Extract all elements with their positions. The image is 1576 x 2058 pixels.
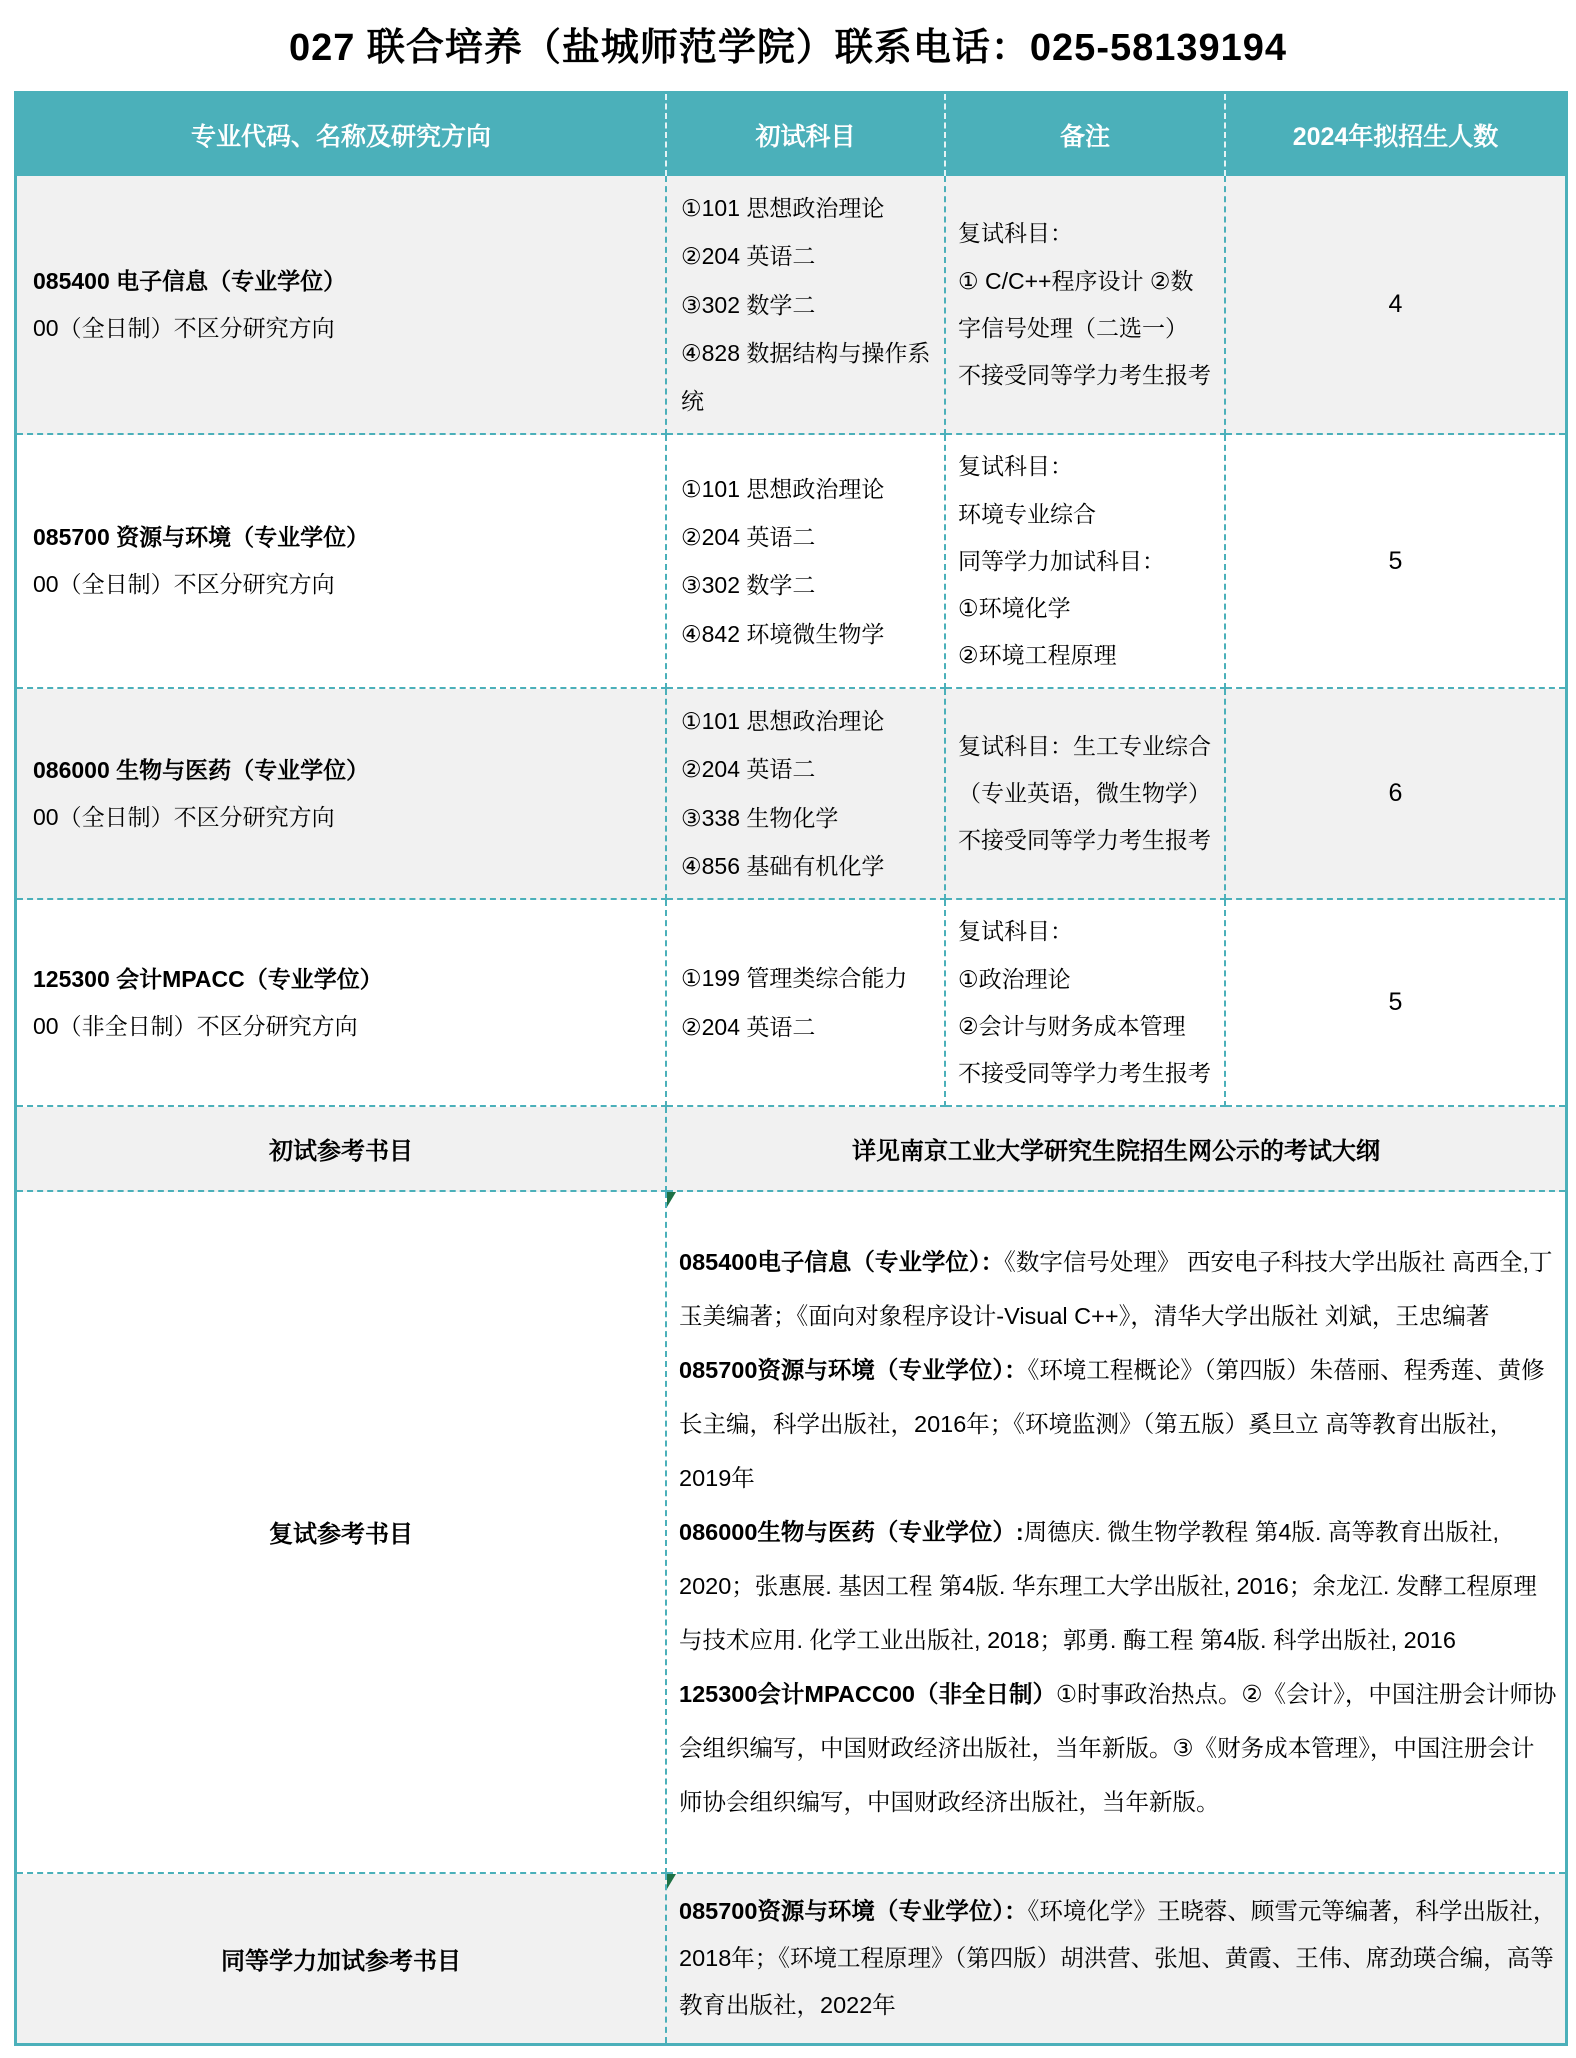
header-subjects-column: 初试科目 [667,94,946,176]
program-direction: 00（非全日制）不区分研究方向 [33,1012,358,1039]
book-item-program-lead: 086000生物与医药（专业学位）: [679,1518,1024,1545]
book-item-program-lead: 125300会计MPACC00（非全日制） [679,1681,1056,1708]
program-direction: 00（全日制）不区分研究方向 [33,803,335,830]
remark-line: 复试科目： [958,453,1073,480]
book-item [679,1235,1557,1343]
book-item-text: 《数字信号处理》 西安电子科技大学出版社 高西全,丁玉美编著；《面向对象程序设计-Visual C++》，清华大学出版社 刘斌，王忠编著 [679,1248,1553,1329]
subject-line: ③302 数学二 [681,291,816,318]
cell-corner-marker-icon [667,1874,676,1889]
program-code-name: 085400 电子信息（专业学位） [33,267,347,294]
program-cell [17,176,667,435]
subject-line: ①101 思想政治理论 [681,475,885,502]
book-item-text: 《环境工程概论》（第四版）朱蓓丽、程秀莲、黄修长主编，科学出版社，2016年；《环境监测》（第五版）奚旦立 高等教育出版社，2019年 [679,1356,1545,1491]
program-row [17,689,1565,900]
subject-line: ④828 数据结构与操作系统 [681,339,931,415]
remark-line: 不接受同等学力考生报考 [958,827,1211,854]
remark-line: 不接受同等学力考生报考 [958,1059,1211,1086]
initial-reference-label: 初试参考书目 [17,1107,667,1192]
subject-line: ②204 英语二 [681,1013,816,1040]
book-item [679,1888,1557,2029]
subject-line: ③302 数学二 [681,572,816,599]
program-direction: 00（全日制）不区分研究方向 [33,314,335,341]
program-code-name: 125300 会计MPACC（专业学位） [33,965,383,992]
program-row [17,900,1565,1107]
book-item [679,1505,1557,1667]
equivalency-reference-label: 同等学力加试参考书目 [17,1874,667,2043]
remark-line: （专业英语，微生物学） [958,780,1211,807]
program-row [17,435,1565,689]
initial-reference-row [17,1107,1565,1192]
equivalency-reference-row [17,1874,1565,2043]
remark-line: ① C/C++程序设计 ②数字信号处理（二选一） [958,267,1194,341]
book-item [679,1667,1557,1829]
remark-line: 复试科目：生工专业综合 [958,733,1211,760]
retest-reference-books [667,1192,1565,1874]
program-cell [17,900,667,1107]
program-code-name: 086000 生物与医药（专业学位） [33,756,370,783]
book-item [679,1343,1557,1505]
remark-line: 环境专业综合 [958,500,1096,527]
subject-line: ②204 英语二 [681,756,816,783]
quota-cell: 5 [1226,435,1565,689]
remark-line: 不接受同等学力考生报考 [958,361,1211,388]
subject-line: ③338 生物化学 [681,804,839,831]
remark-line: ②会计与财务成本管理 [958,1012,1186,1039]
subjects-cell [667,689,946,900]
header-row [17,94,1565,176]
program-row [17,176,1565,435]
program-cell [17,435,667,689]
subject-line: ①101 思想政治理论 [681,195,885,221]
book-item-text: ①时事政治热点。②《会计》，中国注册会计师协会组织编写，中国财政经济出版社，当年新版。③《财务成本管理》，中国注册会计师协会组织编写，中国财政经济出版社，当年新版。 [679,1681,1557,1816]
page-title: 027 联合培养（盐城师范学院）联系电话：025-58139194 [288,27,1288,69]
quota-cell: 6 [1226,689,1565,900]
initial-reference-value: 详见南京工业大学研究生院招生网公示的考试大纲 [667,1107,1565,1192]
subjects-cell [667,435,946,689]
quota-cell: 4 [1226,176,1565,435]
subjects-cell [667,176,946,435]
header-quota-column: 2024年拟招生人数 [1226,94,1565,176]
retest-reference-label: 复试参考书目 [17,1192,667,1874]
program-direction: 00（全日制）不区分研究方向 [33,571,335,598]
header-remark-column: 备注 [946,94,1226,176]
subjects-cell [667,900,946,1107]
remark-line: ①政治理论 [958,965,1071,992]
subject-line: ②204 英语二 [681,524,816,551]
retest-reference-row [17,1192,1565,1874]
remark-cell [946,689,1226,900]
header-program-column: 专业代码、名称及研究方向 [17,94,667,176]
book-item-text: 《环境化学》王晓蓉、顾雪元等编著，科学出版社，2018年；《环境工程原理》（第四版）胡洪营、张旭、黄霞、王伟、席劲瑛合编，高等教育出版社，2022年 [679,1897,1557,2018]
remark-line: ②环境工程原理 [958,642,1117,669]
remark-cell [946,435,1226,689]
remark-cell [946,900,1226,1107]
book-item-program-lead: 085700资源与环境（专业学位）： [679,1356,1028,1383]
program-cell [17,689,667,900]
cell-corner-marker-icon [667,1192,676,1207]
remark-line: 复试科目： [958,918,1073,945]
quota-cell: 5 [1226,900,1565,1107]
book-item-program-lead: 085700资源与环境（专业学位）： [679,1897,1028,1924]
remark-cell [946,176,1226,435]
equivalency-reference-books [667,1874,1565,2043]
program-code-name: 085700 资源与环境（专业学位） [33,524,370,551]
subject-line: ④842 环境微生物学 [681,620,885,647]
admissions-table [14,91,1568,2046]
book-item-program-lead: 085400电子信息（专业学位）： [679,1248,1005,1275]
subject-line: ①199 管理类综合能力 [681,965,908,992]
subject-line: ②204 英语二 [681,243,816,270]
subject-line: ①101 思想政治理论 [681,708,885,735]
subject-line: ④856 基础有机化学 [681,853,885,880]
book-item-text: 周德庆. 微生物学教程 第4版. 高等教育出版社, 2020；张惠展. 基因工程 第4版. 华东理工大学出版社, 2016；余龙江. 发酵工程原理与技术应用. 化学工业出版社, 2018；郭勇. 酶工程 第4版. 科学出版社, 2016 [679,1518,1537,1653]
remark-line: ①环境化学 [958,594,1071,621]
remark-line: 同等学力加试科目： [958,547,1165,574]
remark-line: 复试科目： [958,220,1073,247]
